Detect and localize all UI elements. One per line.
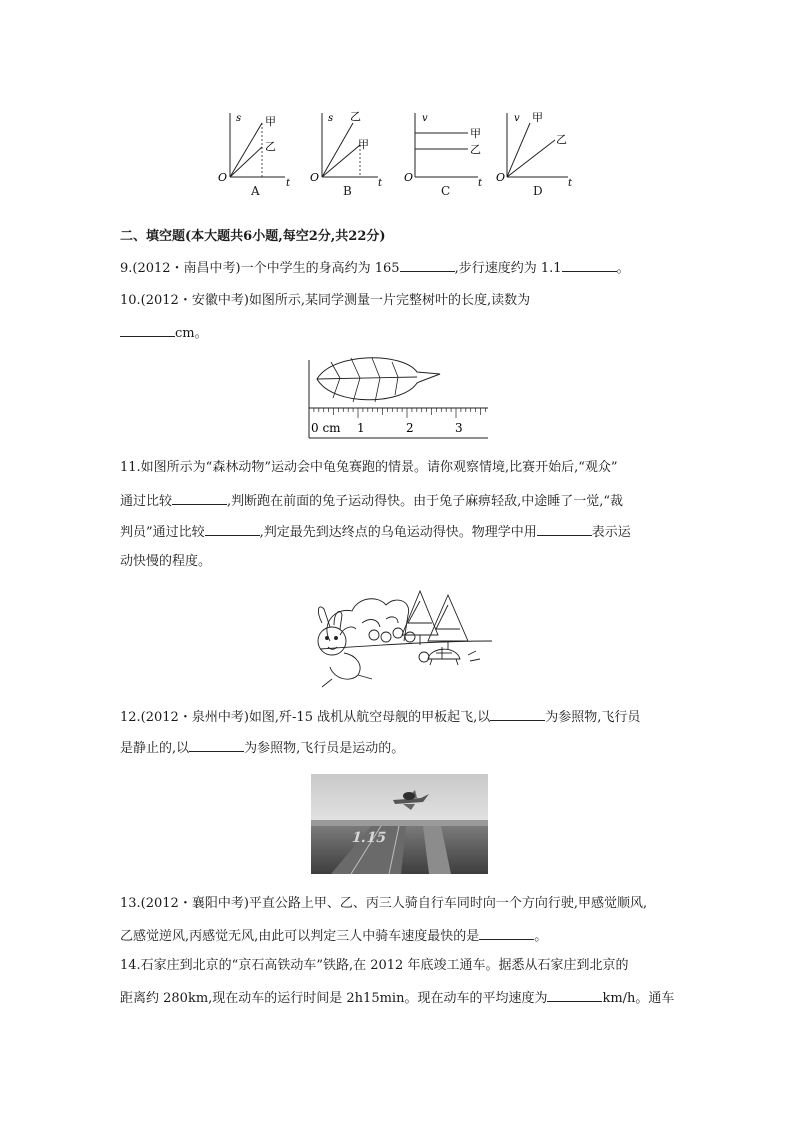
question-13-line-1: 13.(2012・襄阳中考)平直公路上甲、乙、丙三人骑自行车同时向一个方向行驶,甲感觉顺风,	[120, 896, 648, 911]
blank-12-1[interactable]	[490, 706, 545, 721]
question-13-line-2: 乙感觉逆风,丙感觉无风,由此可以判定三人中骑车速度最快的是 。	[120, 925, 547, 947]
line-jia-b	[322, 145, 360, 177]
line-yi-a	[230, 147, 262, 177]
carrier-deck-photo	[311, 774, 488, 874]
label-jia-b: 甲	[358, 138, 369, 151]
tree-icon-2	[428, 595, 468, 641]
tree-icon	[402, 591, 438, 635]
blank-11-3[interactable]	[537, 521, 592, 536]
origin-d: O	[496, 171, 506, 184]
label-jia-c: 甲	[470, 127, 481, 140]
label-yi-a: 乙	[265, 140, 276, 153]
caption-d: D	[533, 184, 543, 198]
turtle-icon	[419, 647, 460, 665]
line-jia-d	[507, 123, 530, 177]
blank-14[interactable]	[547, 987, 602, 1002]
yaxis-b: s	[328, 113, 334, 124]
question-12-line-2: 是静止的,以 为参照物,飞行员是运动的。	[120, 737, 404, 759]
yaxis-c: v	[422, 113, 428, 124]
question-11-line-4: 动快慢的程度。	[120, 554, 212, 569]
race-illustration	[300, 583, 495, 693]
question-14-line-2: 距离约 280km,现在动车的运行时间是 2h15min。现在动车的平均速度为 km/h。通车	[120, 987, 674, 1009]
blank-9-1[interactable]	[400, 257, 455, 272]
ruler-label-3: 3	[455, 421, 463, 435]
ruler-label-2: 2	[406, 421, 414, 435]
blank-11-2[interactable]	[205, 521, 260, 536]
xaxis-b: t	[378, 178, 383, 189]
label-yi-d: 乙	[556, 133, 567, 146]
line-yi-b	[322, 123, 353, 177]
question-11-line-2: 通过比较 ,判断跑在前面的兔子运动得快。由于兔子麻痹轻敌,中途睡了一觉,“裁	[120, 490, 623, 512]
graph-b	[310, 110, 383, 189]
label-jia-a: 甲	[265, 115, 276, 128]
line-yi-d	[507, 140, 555, 177]
blank-12-2[interactable]	[189, 737, 244, 752]
motion-graphs	[210, 105, 590, 190]
blank-13[interactable]	[479, 925, 534, 940]
section-title: 二、填空题(本大题共6小题,每空2分,共22分)	[120, 229, 386, 244]
rabbit-icon	[318, 607, 372, 687]
leaf-ruler-figure	[305, 350, 490, 440]
label-jia-d: 甲	[532, 111, 543, 124]
blank-11-1[interactable]	[172, 490, 227, 505]
question-11-line-1: 11.如图所示为“森林动物”运动会中龟兔赛跑的情景。请你观察情境,比赛开始后,“观众”	[120, 460, 618, 475]
graph-c	[404, 113, 483, 189]
blank-10[interactable]	[120, 322, 175, 337]
ruler	[309, 360, 488, 438]
graph-a	[218, 113, 291, 189]
question-14-line-1: 14.石家庄到北京的“京石高铁动车”铁路,在 2012 年底竣工通车。据悉从石家庄到北京的	[120, 958, 629, 973]
question-10: 10.(2012・安徽中考)如图所示,某同学测量一片完整树叶的长度,读数为	[120, 293, 531, 308]
question-12-line-1: 12.(2012・泉州中考)如图,歼-15 战机从航空母舰的甲板起飞,以 为参照物,飞行员	[120, 706, 640, 728]
deck-marking: 1.15	[349, 830, 389, 846]
xaxis-d: t	[568, 178, 573, 189]
line-jia-a	[230, 123, 262, 177]
origin-b: O	[310, 171, 320, 184]
xaxis-a: t	[286, 178, 291, 189]
blank-9-2[interactable]	[562, 257, 617, 272]
question-11-line-3: 判员”通过比较 ,判定最先到达终点的乌龟运动得快。物理学中用 表示运	[120, 521, 631, 543]
caption-c: C	[441, 184, 451, 198]
origin-a: O	[218, 171, 228, 184]
caption-a: A	[251, 184, 260, 198]
yaxis-a: s	[236, 113, 242, 124]
label-yi-c: 乙	[470, 143, 481, 156]
caption-b: B	[343, 184, 352, 198]
yaxis-d: v	[514, 113, 520, 124]
ruler-label-0: 0 cm	[311, 421, 341, 435]
xaxis-c: t	[478, 178, 483, 189]
graph-d	[496, 111, 573, 189]
question-9: 9.(2012・南昌中考)一个中学生的身高约为 165 ,步行速度约为 1.1 。	[120, 257, 630, 279]
question-10-answer: cm。	[120, 322, 208, 344]
ruler-label-1: 1	[357, 421, 365, 435]
label-yi-b: 乙	[350, 110, 361, 123]
origin-c: O	[404, 171, 414, 184]
leaf-icon	[317, 358, 440, 402]
